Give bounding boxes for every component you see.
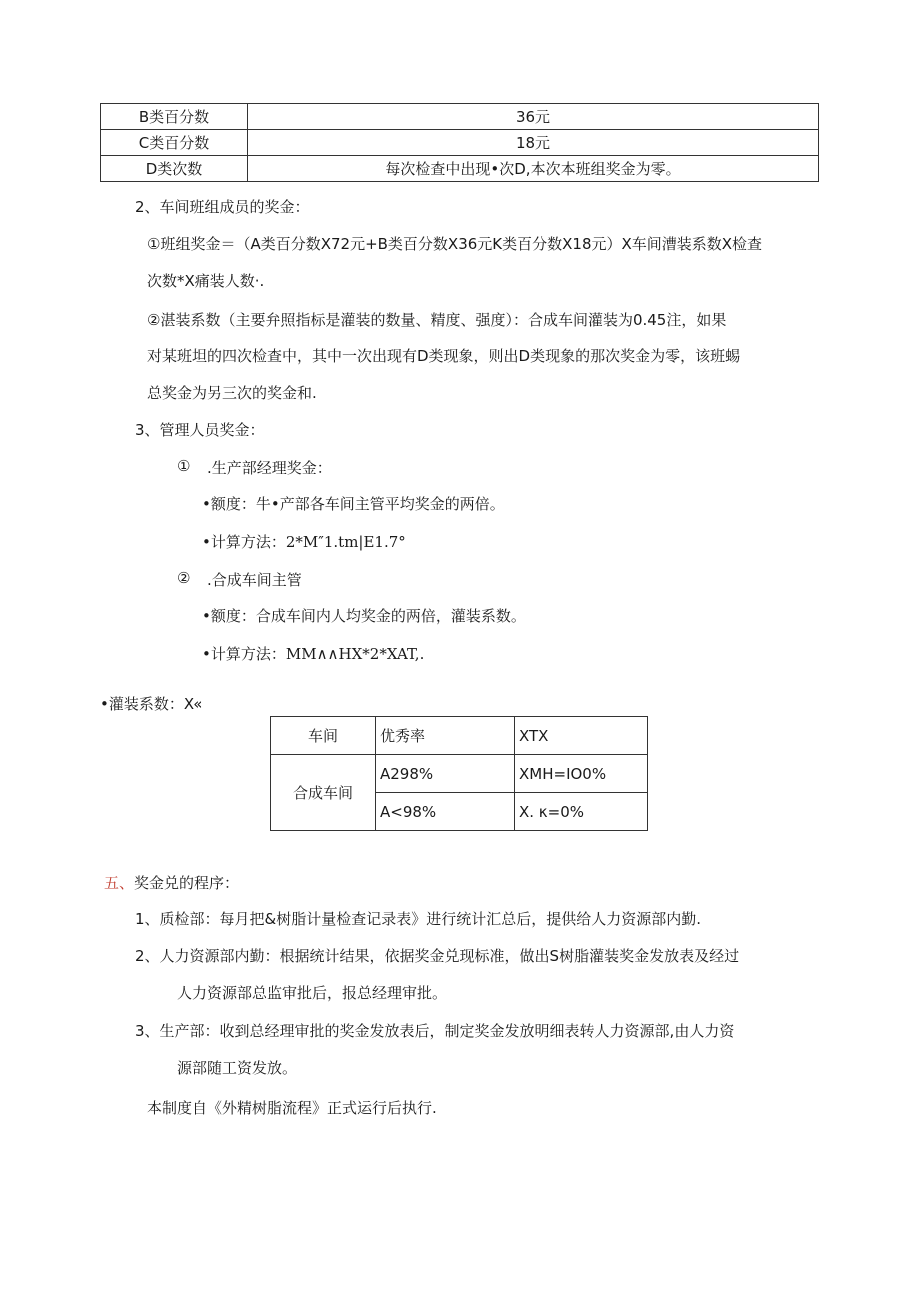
table-row bbox=[101, 104, 819, 130]
procedure-item-3-line1: 3、生产部：收到总经理审批的奖金发放表后，制定奖金发放明细表转人力资源部,由人力资 bbox=[135, 1022, 735, 1040]
closing-statement: 本制度自《外精树脂流程》正式运行后执行. bbox=[147, 1099, 437, 1117]
section-2-item1-line2: 次数*X痛装人数·. bbox=[147, 272, 265, 290]
table-cell-coef: XMH=IO0% bbox=[515, 755, 648, 793]
section-5-heading bbox=[104, 872, 239, 893]
table-cell-rate: A<98% bbox=[376, 793, 515, 831]
calc-method bbox=[202, 531, 406, 552]
table-cell-label: B类百分数 bbox=[101, 104, 248, 130]
procedure-item-2-line2: 人力资源部总监审批后，报总经理审批。 bbox=[177, 984, 448, 1002]
filling-coefficient-table bbox=[270, 716, 648, 831]
table-row bbox=[271, 755, 648, 793]
bonus-rate-table bbox=[100, 103, 819, 182]
table-row bbox=[101, 130, 819, 156]
section-2-item1-line1: ①班组奖金＝（A类百分数X72元+B类百分数X36元K类百分数X18元）X车间漕装系数X检查 bbox=[147, 235, 763, 253]
procedure-item-2-line1: 2、人力资源部内勤：根据统计结果，依据奖金兑现标准，做出S树脂灌装奖金发放表及经过 bbox=[135, 947, 740, 965]
procedure-item-1: 1、质检部：每月把&树脂计量检查记录表》进行统计汇总后，提供给人力资源部内勤. bbox=[135, 910, 702, 928]
table-cell-value: 每次检查中出现•次D,本次本班组奖金为零。 bbox=[248, 156, 819, 182]
table-cell-value: 18元 bbox=[248, 130, 819, 156]
section-2-item2-line2: 对某班坦的四次检查中，其中一次出现有D类现象，则出D类现象的那次奖金为零，该班蜴 bbox=[147, 347, 741, 365]
calc-method bbox=[202, 643, 424, 664]
table-cell-label: C类百分数 bbox=[101, 130, 248, 156]
section-5-title: 奖金兑的程序： bbox=[134, 874, 240, 892]
table-row bbox=[101, 156, 819, 182]
subsection-title: .生产部经理奖金： bbox=[207, 459, 332, 477]
calc-formula: 2*M″1.tm|E1.7° bbox=[285, 533, 406, 551]
section-2-item2-line3: 总奖金为另三次的奖金和. bbox=[147, 384, 317, 402]
section-2-heading: 2、车间班组成员的奖金： bbox=[135, 198, 310, 216]
table-cell-workshop: 合成车间 bbox=[271, 755, 376, 831]
section-3-heading: 3、管理人员奖金： bbox=[135, 421, 265, 439]
filling-coefficient-label: •灌装系数：X« bbox=[100, 695, 203, 713]
table-cell-value: 36元 bbox=[248, 104, 819, 130]
quota-text: •额度：合成车间内人均奖金的两倍，灌装系数。 bbox=[202, 607, 526, 625]
table-cell-label: D类次数 bbox=[101, 156, 248, 182]
section-5-number: 五、 bbox=[104, 874, 135, 892]
table-header-coef: XTX bbox=[515, 717, 648, 755]
calc-method-label: •计算方法： bbox=[202, 645, 286, 663]
subsection-number: ① bbox=[177, 457, 191, 475]
subsection-title: .合成车间主管 bbox=[207, 571, 302, 589]
table-cell-rate: A298% bbox=[376, 755, 515, 793]
table-cell-coef: X. κ=0% bbox=[515, 793, 648, 831]
table-header-rate: 优秀率 bbox=[376, 717, 515, 755]
section-2-item2-line1: ②湛装系数（主要弁照指标是灌装的数量、精度、强度）：合成车间灌装为0.45注，如果 bbox=[147, 311, 727, 329]
quota-text: •额度：牛•产部各车间主管平均奖金的两倍。 bbox=[202, 495, 505, 513]
table-row bbox=[271, 717, 648, 755]
subsection-number: ② bbox=[177, 569, 191, 587]
calc-formula: MM∧∧HX*2*XAT,. bbox=[285, 645, 425, 663]
procedure-item-3-line2: 源部随工资发放。 bbox=[177, 1059, 298, 1077]
table-header-workshop: 车间 bbox=[271, 717, 376, 755]
calc-method-label: •计算方法： bbox=[202, 533, 286, 551]
